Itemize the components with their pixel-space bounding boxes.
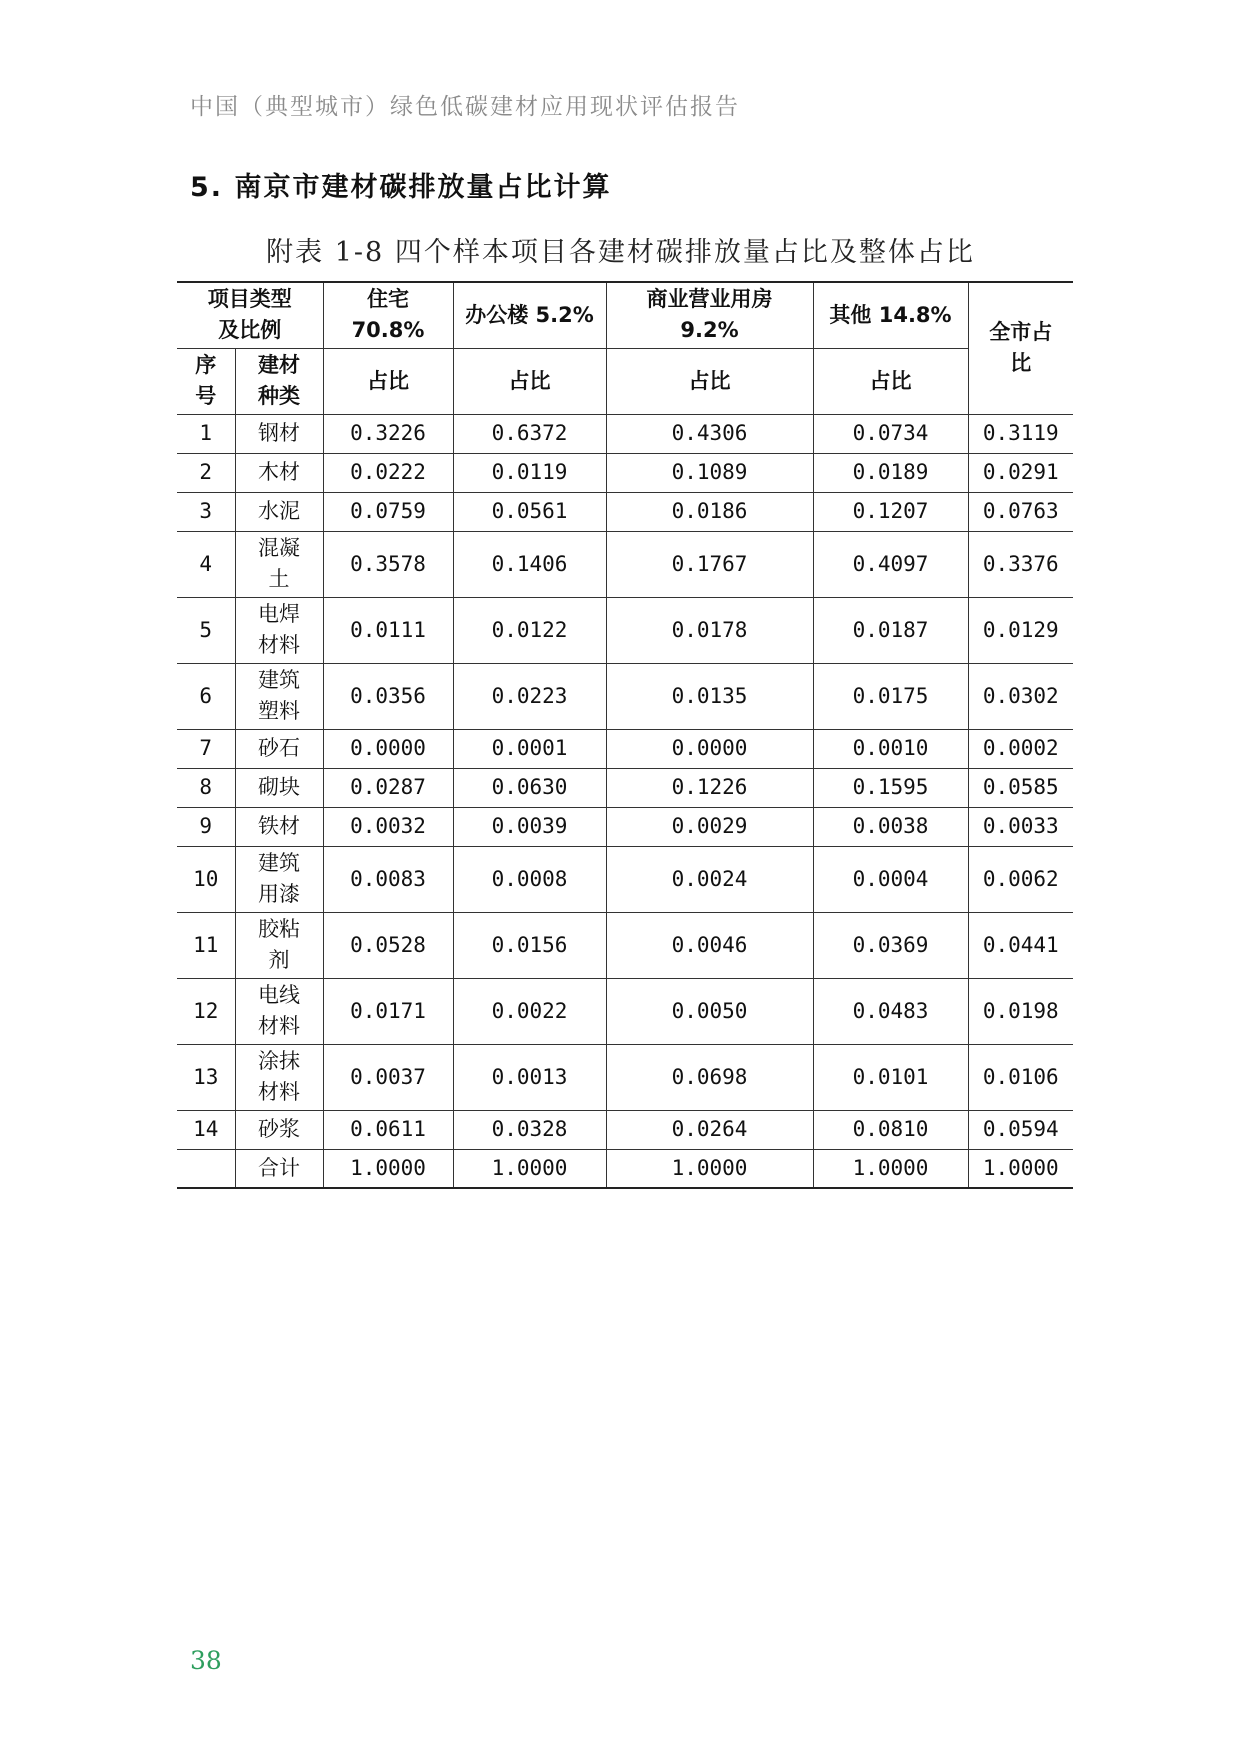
cell-other: 0.0010: [813, 729, 968, 768]
cell-commercial: 1.0000: [606, 1149, 813, 1188]
cell-commercial: 0.0000: [606, 729, 813, 768]
cell-other: 1.0000: [813, 1149, 968, 1188]
cell-other: 0.1207: [813, 492, 968, 531]
cell-citywide: 0.0585: [968, 768, 1073, 807]
table-row: [177, 1044, 1073, 1110]
cell-other: 0.0369: [813, 912, 968, 978]
table-row: [177, 807, 1073, 846]
cell-citywide: 0.0441: [968, 912, 1073, 978]
table-header: [177, 282, 1073, 414]
cell-other: 0.0189: [813, 453, 968, 492]
cell-seq: 14: [177, 1110, 235, 1149]
cell-office: 0.0022: [453, 978, 606, 1044]
cell-citywide: 0.0594: [968, 1110, 1073, 1149]
cell-material: 砌块: [235, 768, 323, 807]
cell-citywide: 0.0198: [968, 978, 1073, 1044]
section-title: 5. 南京市建材碳排放量占比计算: [190, 172, 612, 203]
cell-seq: 9: [177, 807, 235, 846]
table-row: [177, 492, 1073, 531]
cell-other: 0.0734: [813, 414, 968, 453]
table-row: [177, 846, 1073, 912]
cell-residential: 0.0083: [323, 846, 453, 912]
cell-residential: 0.0759: [323, 492, 453, 531]
table-row: [177, 414, 1073, 453]
table-row: [177, 1149, 1073, 1188]
cell-residential: 0.0111: [323, 597, 453, 663]
cell-commercial: 0.0029: [606, 807, 813, 846]
cell-material: 电线 材料: [235, 978, 323, 1044]
cell-residential: 0.0000: [323, 729, 453, 768]
table-row: [177, 531, 1073, 597]
header-office: 办公楼 5.2%: [453, 282, 606, 348]
cell-office: 0.0122: [453, 597, 606, 663]
cell-citywide: 0.0062: [968, 846, 1073, 912]
cell-other: 0.0483: [813, 978, 968, 1044]
cell-citywide: 0.0291: [968, 453, 1073, 492]
cell-office: 0.0001: [453, 729, 606, 768]
cell-material: 砂浆: [235, 1110, 323, 1149]
table-row: [177, 663, 1073, 729]
cell-seq: 13: [177, 1044, 235, 1110]
cell-commercial: 0.0046: [606, 912, 813, 978]
table-row: [177, 597, 1073, 663]
cell-seq: 8: [177, 768, 235, 807]
cell-residential: 0.0171: [323, 978, 453, 1044]
cell-office: 0.0561: [453, 492, 606, 531]
table-row: [177, 768, 1073, 807]
cell-seq: 5: [177, 597, 235, 663]
header-residential: 住宅 70.8%: [323, 282, 453, 348]
cell-commercial: 0.1226: [606, 768, 813, 807]
cell-commercial: 0.0050: [606, 978, 813, 1044]
cell-residential: 0.0528: [323, 912, 453, 978]
table-caption: 附表 1-8 四个样本项目各建材碳排放量占比及整体占比: [266, 237, 975, 268]
cell-commercial: 0.0698: [606, 1044, 813, 1110]
cell-commercial: 0.1089: [606, 453, 813, 492]
cell-material: 电焊 材料: [235, 597, 323, 663]
cell-commercial: 0.4306: [606, 414, 813, 453]
cell-citywide: 1.0000: [968, 1149, 1073, 1188]
cell-material: 合计: [235, 1149, 323, 1188]
cell-seq: 6: [177, 663, 235, 729]
cell-seq: 3: [177, 492, 235, 531]
cell-seq: 7: [177, 729, 235, 768]
cell-material: 水泥: [235, 492, 323, 531]
cell-residential: 0.0611: [323, 1110, 453, 1149]
table-row: [177, 453, 1073, 492]
cell-material: 涂抹 材料: [235, 1044, 323, 1110]
cell-office: 1.0000: [453, 1149, 606, 1188]
cell-residential: 0.0356: [323, 663, 453, 729]
cell-other: 0.0101: [813, 1044, 968, 1110]
page-number: 38: [190, 1646, 222, 1675]
header-ratio: 占比: [323, 348, 453, 414]
cell-commercial: 0.0135: [606, 663, 813, 729]
cell-office: 0.0328: [453, 1110, 606, 1149]
table-row: [177, 729, 1073, 768]
cell-office: 0.0156: [453, 912, 606, 978]
header-commercial: 商业营业用房 9.2%: [606, 282, 813, 348]
table-row: [177, 1110, 1073, 1149]
cell-other: 0.0810: [813, 1110, 968, 1149]
cell-commercial: 0.1767: [606, 531, 813, 597]
cell-commercial: 0.0186: [606, 492, 813, 531]
cell-residential: 0.0032: [323, 807, 453, 846]
table-body: [177, 414, 1073, 1188]
cell-commercial: 0.0178: [606, 597, 813, 663]
cell-seq: 12: [177, 978, 235, 1044]
header-ratio: 占比: [453, 348, 606, 414]
cell-citywide: 0.0033: [968, 807, 1073, 846]
header-citywide: 全市占 比: [968, 282, 1073, 414]
cell-seq: 11: [177, 912, 235, 978]
cell-material: 建筑 用漆: [235, 846, 323, 912]
cell-citywide: 0.0129: [968, 597, 1073, 663]
cell-residential: 0.3226: [323, 414, 453, 453]
header-ratio: 占比: [606, 348, 813, 414]
cell-material: 混凝 土: [235, 531, 323, 597]
cell-material: 钢材: [235, 414, 323, 453]
cell-office: 0.0223: [453, 663, 606, 729]
cell-commercial: 0.0264: [606, 1110, 813, 1149]
cell-citywide: 0.0302: [968, 663, 1073, 729]
cell-residential: 0.0287: [323, 768, 453, 807]
cell-other: 0.1595: [813, 768, 968, 807]
cell-citywide: 0.0106: [968, 1044, 1073, 1110]
running-header: 中国（典型城市）绿色低碳建材应用现状评估报告: [190, 94, 740, 120]
cell-office: 0.6372: [453, 414, 606, 453]
cell-office: 0.0013: [453, 1044, 606, 1110]
cell-seq: 4: [177, 531, 235, 597]
cell-office: 0.1406: [453, 531, 606, 597]
cell-office: 0.0039: [453, 807, 606, 846]
cell-citywide: 0.3119: [968, 414, 1073, 453]
cell-residential: 0.3578: [323, 531, 453, 597]
table-row: [177, 912, 1073, 978]
cell-other: 0.0038: [813, 807, 968, 846]
cell-commercial: 0.0024: [606, 846, 813, 912]
cell-office: 0.0119: [453, 453, 606, 492]
cell-citywide: 0.0002: [968, 729, 1073, 768]
cell-office: 0.0630: [453, 768, 606, 807]
cell-other: 0.0004: [813, 846, 968, 912]
cell-citywide: 0.0763: [968, 492, 1073, 531]
cell-material: 砂石: [235, 729, 323, 768]
cell-seq: 2: [177, 453, 235, 492]
cell-seq: [177, 1149, 235, 1188]
cell-other: 0.0175: [813, 663, 968, 729]
cell-seq: 1: [177, 414, 235, 453]
cell-material: 胶粘 剂: [235, 912, 323, 978]
header-material: 建材 种类: [235, 348, 323, 414]
cell-other: 0.0187: [813, 597, 968, 663]
cell-material: 木材: [235, 453, 323, 492]
cell-citywide: 0.3376: [968, 531, 1073, 597]
cell-office: 0.0008: [453, 846, 606, 912]
table-row: [177, 978, 1073, 1044]
cell-residential: 1.0000: [323, 1149, 453, 1188]
cell-material: 铁材: [235, 807, 323, 846]
cell-other: 0.4097: [813, 531, 968, 597]
header-ratio: 占比: [813, 348, 968, 414]
emission-ratio-table: [177, 281, 1073, 1189]
cell-residential: 0.0222: [323, 453, 453, 492]
cell-residential: 0.0037: [323, 1044, 453, 1110]
cell-seq: 10: [177, 846, 235, 912]
header-other: 其他 14.8%: [813, 282, 968, 348]
header-seq: 序 号: [177, 348, 235, 414]
header-type-label: 项目类型 及比例: [177, 282, 323, 348]
cell-material: 建筑 塑料: [235, 663, 323, 729]
